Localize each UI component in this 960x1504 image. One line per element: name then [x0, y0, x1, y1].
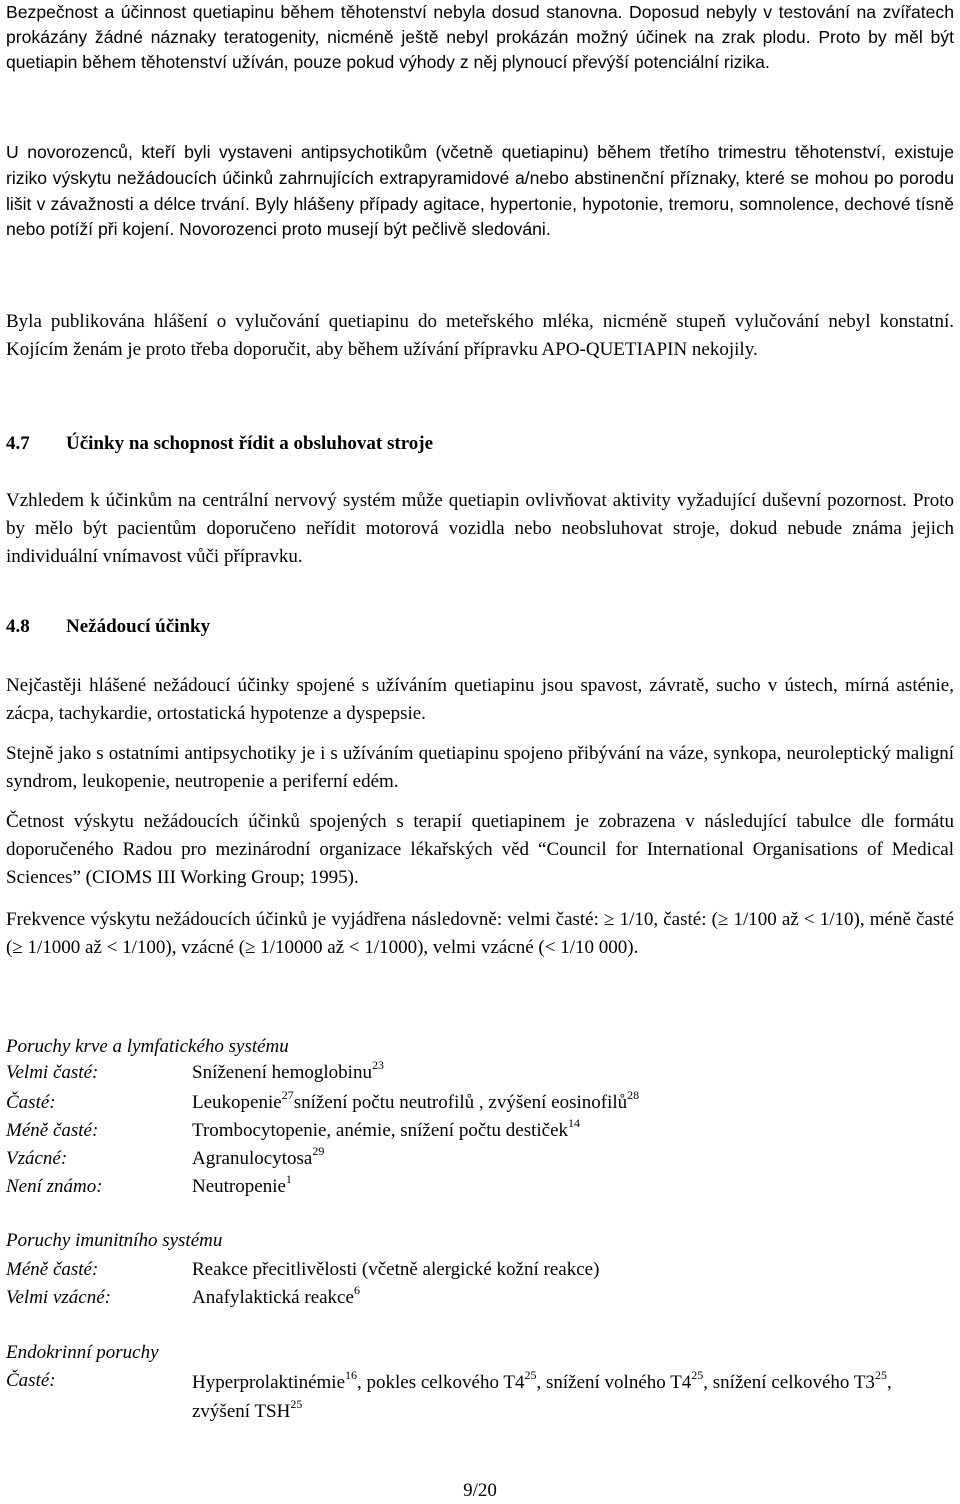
- adverse-effect: Agranulocytosa$^{29}$: [192, 1144, 325, 1169]
- frequency-definition-paragraph: Frekvence výskytu nežádoucích účinků je vyjádřena následovně: velmi časté: ≥ 1/10, časté: (≥ 1/100 až < 1/10), méně časté (≥ 1/1000 až < 1/100), vzácné (≥ 1/10000 až < 1/1000), velmi vzácné (< 1/10 000).: [6, 909, 954, 958]
- adverse-like-others-paragraph: Stejně jako s ostatními antipsychotiky je i s užíváním quetiapinu spojeno přibývání na váze, synkopa, neuroleptický maligní syndrom, leukopenie, neutropenie a periferní edém.: [6, 743, 954, 792]
- frequency-label: Není známo:: [6, 1176, 103, 1197]
- adverse-effect: Trombocytopenie, anémie, snížení počtu destiček$^{14}$: [192, 1116, 581, 1141]
- lactation-paragraph: Byla publikována hlášení o vylučování quetiapinu do meteřského mléka, nicméně stupeň vylučování nebyl konstatní. Kojícím ženám je proto třeba doporučit, aby během užívání přípravku APO-QUETIAPIN nekojily.: [6, 311, 954, 360]
- pregnancy-paragraph-1: Bezpečnost a účinnost quetiapinu během těhotenství nebyla dosud stanovna. Doposud nebyly v testování na zvířatech prokázány žádné náznaky teratogenity, nicméně ještě nebyl prokázán možný účinek na zrak plodu. Proto by měl být quetiapin během těhotenství užíván, pouze pokud výhody z něj plynoucí převýší potenciální rizika.: [6, 2, 954, 73]
- adverse-effect: Reakce přecitlivělosti (včetně alergické kožní reakce): [192, 1259, 600, 1280]
- soc-blood-title: Poruchy krve a lymfatického systému: [6, 1036, 289, 1057]
- frequency-label: Časté:: [6, 1092, 56, 1113]
- adverse-effect: Neutropenie$^1$: [192, 1172, 292, 1197]
- frequency-label: Velmi vzácné:: [6, 1287, 111, 1308]
- soc-immune-title: Poruchy imunitního systému: [6, 1230, 223, 1251]
- adverse-effect: Anafylaktická reakce$^6$: [192, 1283, 360, 1308]
- adverse-table-intro-paragraph: Četnost výskytu nežádoucích účinků spojených s terapií quetiapinem je zobrazena v následující tabulce dle formátu doporučeného Radou pro mezinárodní organizace lékařských věd “Council for International Organisations of Medical Sciences” (CIOMS III Working Group; 1995).: [6, 811, 954, 888]
- adverse-effect: Leukopenie$^{27}$snížení počtu neutrofilů , zvýšení eosinofilů$^{28}$: [192, 1088, 640, 1113]
- adverse-common-paragraph: Nejčastěji hlášené nežádoucí účinky spojené s užíváním quetiapinu jsou spavost, závratě, sucho v ústech, mírná asténie, zácpa, tachykardie, ortostatická hypotenze a dyspepsie.: [6, 675, 954, 724]
- frequency-label: Méně časté:: [6, 1259, 99, 1280]
- frequency-label: Velmi časté:: [6, 1062, 99, 1083]
- section-4-8-heading: [6, 613, 210, 641]
- page-number: 9/20: [463, 1480, 497, 1501]
- section-number: 4.8: [6, 616, 30, 637]
- adverse-effect: Hyperprolaktinémie$^{16}$, pokles celkového $T4^{25}$, snížení volného $T4^{25}$, snížení celkového $T3^{25}$, zvýšení TSH$^{25}$: [192, 1368, 892, 1422]
- frequency-label: Méně časté:: [6, 1120, 99, 1141]
- pregnancy-paragraph-2: U novorozenců, kteří byli vystaveni antipsychotikům (včetně quetiapinu) během třetího trimestru těhotenství, existuje riziko výskytu nežádoucích účinků zahrnujících extrapyramidové a/nebo abstinenční příznaky, které se mohou po porodu lišit v závažnosti a délce trvání. Byly hlášeny případy agitace, hypertonie, hypotonie, tremoru, somnolence, dechové tísně nebo potíží při kojení. Novorozenci proto musejí být pečlivě sledováni.: [6, 142, 954, 240]
- section-4-7-heading: [6, 430, 433, 458]
- frequency-label: Časté:: [6, 1370, 56, 1391]
- section-number: 4.7: [6, 433, 30, 454]
- section-title: Nežádoucí účinky: [66, 616, 211, 637]
- soc-endocrine-title: Endokrinní poruchy: [6, 1342, 159, 1363]
- adverse-effect: Sníženení hemoglobinu$^{23}$: [192, 1058, 384, 1083]
- section-title: Účinky na schopnost řídit a obsluhovat stroje: [66, 433, 434, 454]
- machines-paragraph: Vzhledem k účinkům na centrální nervový systém může quetiapin ovlivňovat aktivity vyžadující duševní pozornost. Proto by mělo být pacientům doporučeno neřídit motorová vozidla nebo neobsluhovat stroje, dokud nebude známa jejich individuální vnímavost vůči přípravku.: [6, 490, 954, 567]
- frequency-label: Vzácné:: [6, 1148, 68, 1169]
